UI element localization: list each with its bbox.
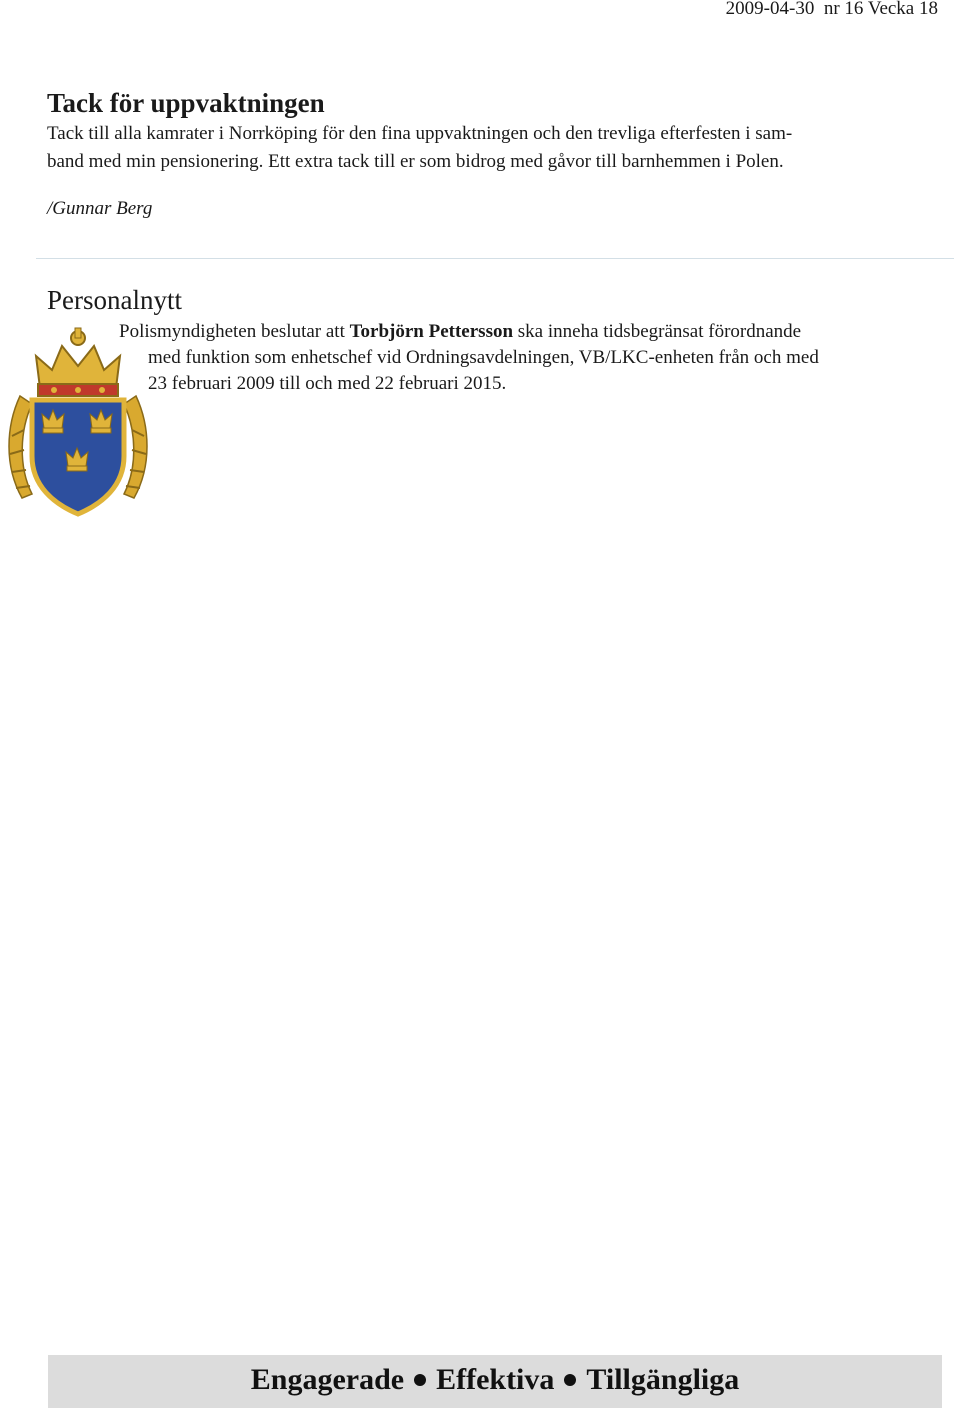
thanks-body-line: Tack till alla kamrater i Norrköping för den fina uppvaktningen och den trevliga efterfesten i sam- — [47, 123, 793, 144]
bullet-dot-icon — [564, 1374, 576, 1386]
bullet-dot-icon — [414, 1374, 426, 1386]
thanks-body-line: band med min pensionering. Ett extra tack till er som bidrog med gåvor till barnhemmen i Polen. — [47, 151, 784, 172]
footer-slogan-bar — [48, 1355, 942, 1408]
footer-slogan-word: Effektiva — [436, 1363, 555, 1396]
personal-news-body — [119, 319, 949, 397]
header-issue: nr 16 — [823, 0, 864, 19]
personal-news-text: ska inneha tidsbegränsat förordnande — [513, 321, 802, 342]
section-divider — [36, 258, 954, 259]
thanks-article — [47, 86, 927, 222]
personal-news-text: Polismyndigheten beslutar att — [119, 321, 350, 342]
personal-news-title: Personalnytt — [47, 285, 182, 315]
header-date: 2009-04-30 — [725, 0, 815, 19]
footer-slogan-word: Tillgängliga — [586, 1363, 740, 1396]
personal-news-person-name: Torbjörn Pettersson — [349, 321, 514, 342]
footer-slogan-word: Engagerade — [250, 1363, 405, 1396]
personal-news-line: med funktion som enhetschef vid Ordningsavdelningen, VB/LKC-enheten från och med — [148, 347, 819, 368]
thanks-body — [47, 120, 927, 176]
thanks-title: Tack för uppvaktningen — [47, 88, 325, 118]
page-header-date — [726, 0, 938, 20]
personal-news-line — [119, 319, 949, 345]
personal-news-line: 23 februari 2009 till och med 22 februari 2015. — [148, 373, 507, 394]
header-week: Vecka 18 — [867, 0, 938, 19]
thanks-signature: /Gunnar Berg — [47, 198, 153, 219]
